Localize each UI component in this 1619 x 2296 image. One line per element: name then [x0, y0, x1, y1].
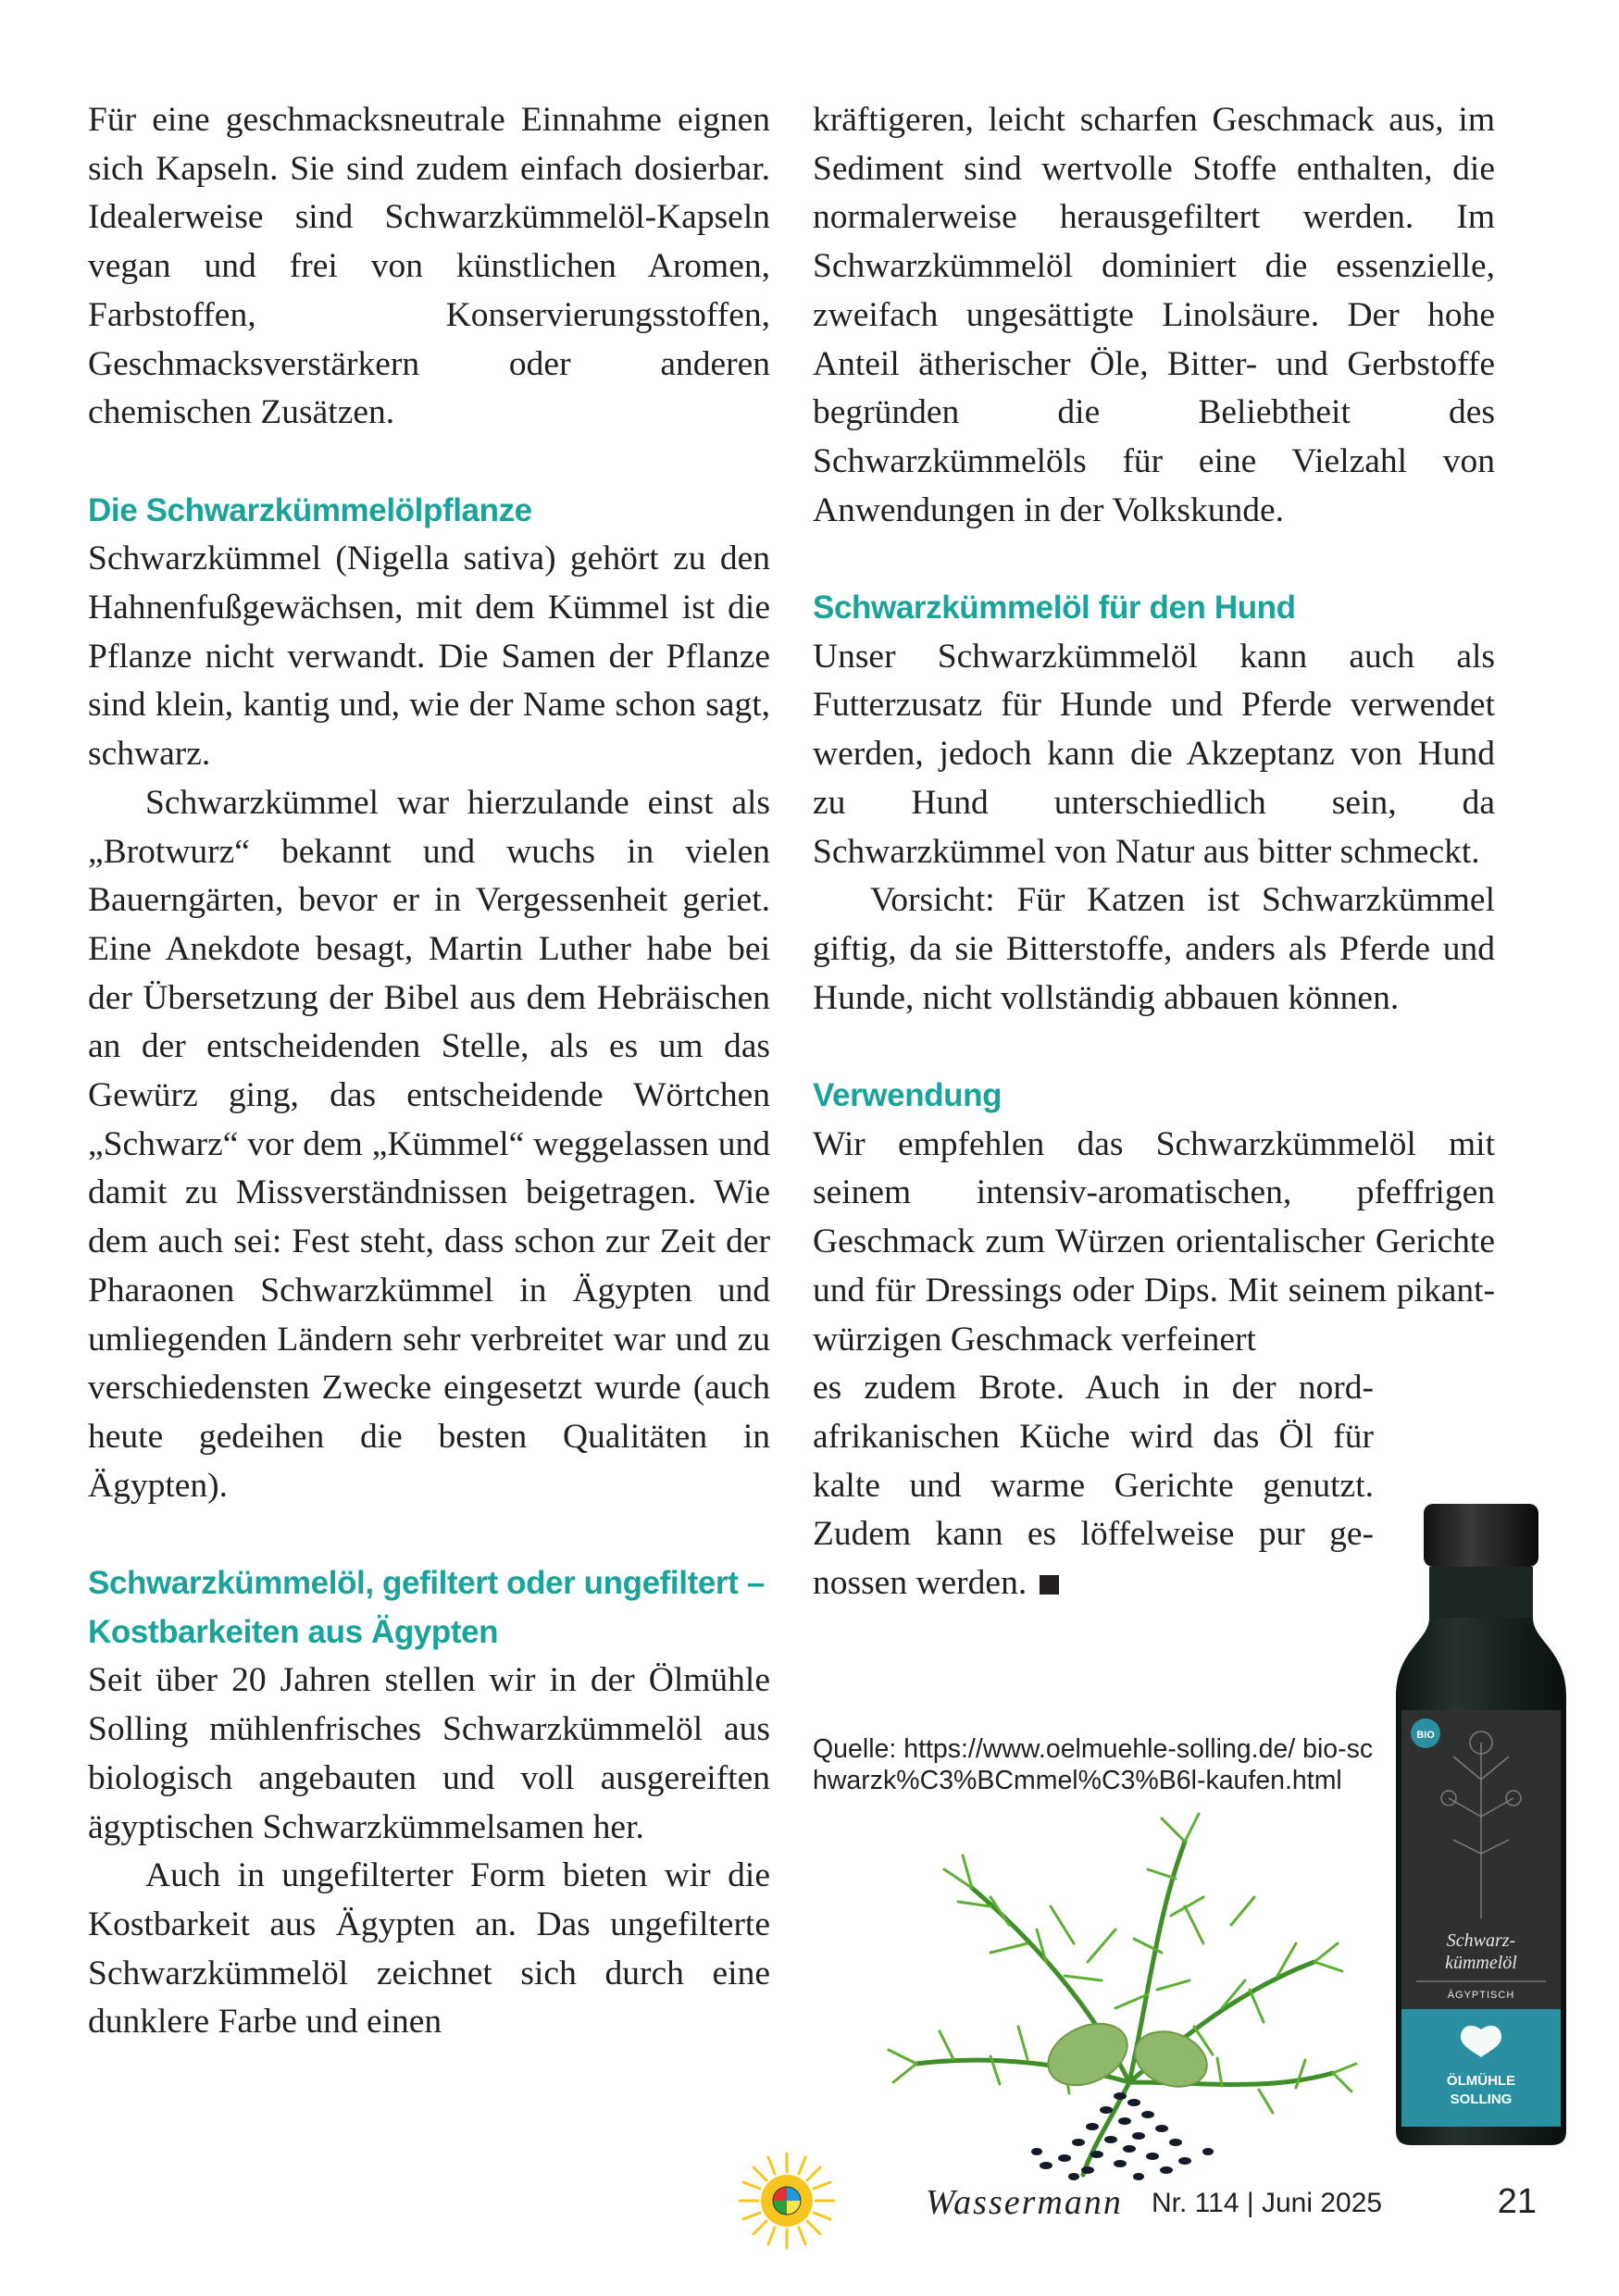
page-footer: [926, 2182, 1555, 2228]
paragraph-filtered-1: Seit über 20 Jahren stellen wir in der Ölmühle Solling mühlenfrisches Schwarzkümmelöl aus biologisch angebauten und voll ausgereiften ägyptischen Schwarzkümmelsamen her.: [88, 1661, 770, 1846]
paragraph-filtered-2: Auch in ungefilterter Form bieten wir die Kostbarkeit aus Ägypten an. Das ungefilterte Schwarzkümmelöl zeichnet sich durch eine dunklere Farbe und einen: [88, 1856, 770, 2042]
heading-usage: Verwendung: [813, 1077, 1003, 1114]
paragraph-dog-2: Vorsicht: Für Katzen ist Schwarzkümmel giftig, da sie Bitterstoffe, anders als Pferde und Hunde, nicht vollständig abbauen können.: [813, 881, 1495, 1017]
sun-logo-icon: [736, 2150, 838, 2252]
page-number: 21: [1497, 2182, 1537, 2221]
paragraph-usage-1: Wir empfehlen das Schwarzkümmelöl mit seinem intensiv-aromatischen, pfeffrigen Geschmack zum Würzen orientalischer Gerichte und für Dressings oder Dips. Mit seinem pikant-würzigen Geschmack verfeinert: [813, 1124, 1495, 1359]
footer-issue-info: Nr. 114 | Juni 2025: [1152, 2188, 1383, 2218]
right-column: [813, 96, 1495, 1608]
source-citation: Quelle: https://www.oelmuehle-solling.de/ bio-schwarzk%C3%BCmmel%C3%B6l-kaufen.html: [813, 1734, 1374, 1795]
bottle-brand-line-1: ÖLMÜHLE: [1446, 2073, 1516, 2089]
bottle-script-line-2: kümmelöl: [1445, 1953, 1517, 1973]
paragraph-plant-1: Schwarzkümmel (Nigella sativa) gehört zu den Hahnenfußgewächsen, mit dem Kümmel ist die Pflanze nicht verwandt. Die Samen der Pflanze sind klein, kantig und, wie der Name schon sagt, schwarz.: [88, 540, 770, 774]
heading-filtered: Schwarzkümmelöl, gefiltert oder ungefiltert – Kostbarkeiten aus Ägypten: [88, 1565, 765, 1650]
left-column: [88, 96, 770, 2047]
paragraph-continued: kräftigeren, leicht scharfen Geschmack aus, im Sediment sind wertvolle Stoffe enthalten, die normalerweise herausgefiltert werden. Im Schwarzkümmelöl dominiert die essenzielle, zweifach ungesättigte Linolsäure. Der hohe Anteil ätherischer Öle, Bitter- und Gerbstoffe begründen die Beliebtheit des Schwarzkümmelöls für eine Vielzahl von Anwendungen in der Volkskunde.: [813, 101, 1495, 529]
bottle-brand-line-2: SOLLING: [1450, 2091, 1513, 2107]
footer-magazine-name: Wassermann: [926, 2183, 1123, 2222]
bottle-bio-badge-text: BIO: [1416, 1730, 1435, 1741]
bottle-origin-text: ÄGYPTISCH: [1447, 1990, 1515, 2001]
oil-bottle-image: [1389, 1502, 1574, 2150]
nigella-plant-illustration: [852, 1777, 1370, 2184]
bottle-script-line-1: Schwarz-: [1446, 1930, 1516, 1951]
paragraph-usage-2-text: es zudem Brote. Auch in der nordafrikanischen Küche wird das Öl für kalte und warme Gerichte genutzt. Zudem kann es löffelweise pur genossen werden.: [813, 1369, 1374, 1603]
paragraph-dog-1: Unser Schwarzkümmelöl kann auch als Futterzusatz für Hunde und Pferde verwendet werden, jedoch kann die Akzeptanz von Hund zu Hund unterschiedlich sein, da Schwarzkümmel von Natur aus bitter schmeckt.: [813, 637, 1495, 871]
paragraph-intro: Für eine geschmacksneutrale Einnahme eignen sich Kapseln. Sie sind zudem einfach dosierbar. Idealerweise sind Schwarzkümmelöl-Kapseln vegan und frei von künstlichen Aromen, Farbstoffen, Konservierungsstoffen, Geschmacksverstärkern oder anderen chemischen Zusätzen.: [88, 101, 770, 432]
end-of-article-mark: [1040, 1575, 1059, 1595]
heading-plant: Die Schwarzkümmelölpflanze: [88, 491, 532, 528]
paragraph-usage-2: [813, 1364, 1374, 1608]
paragraph-plant-2: Schwarzkümmel war hierzulande einst als „Brotwurz“ bekannt und wuchs in vielen Bauerngärten, bevor er in Vergessenheit geriet. Eine Anekdote besagt, Martin Luther habe bei der Übersetzung der Bibel aus dem Hebräischen an der entscheidenden Stelle, als es um das Gewürz ging, das entscheidende Wörtchen „Schwarz“ vor dem „Kümmel“ weggelassen und damit zu Missverständnissen beigetragen. Wie dem auch sei: Fest steht, dass schon zur Zeit der Pharaonen Schwarzkümmel in Ägypten und umliegenden Ländern sehr verbreitet war und zu verschiedensten Zwecke eingesetzt wurde (auch heute gedeihen die besten Qualitäten in Ägypten).: [88, 783, 770, 1505]
heading-dog: Schwarzkümmelöl für den Hund: [813, 590, 1296, 627]
